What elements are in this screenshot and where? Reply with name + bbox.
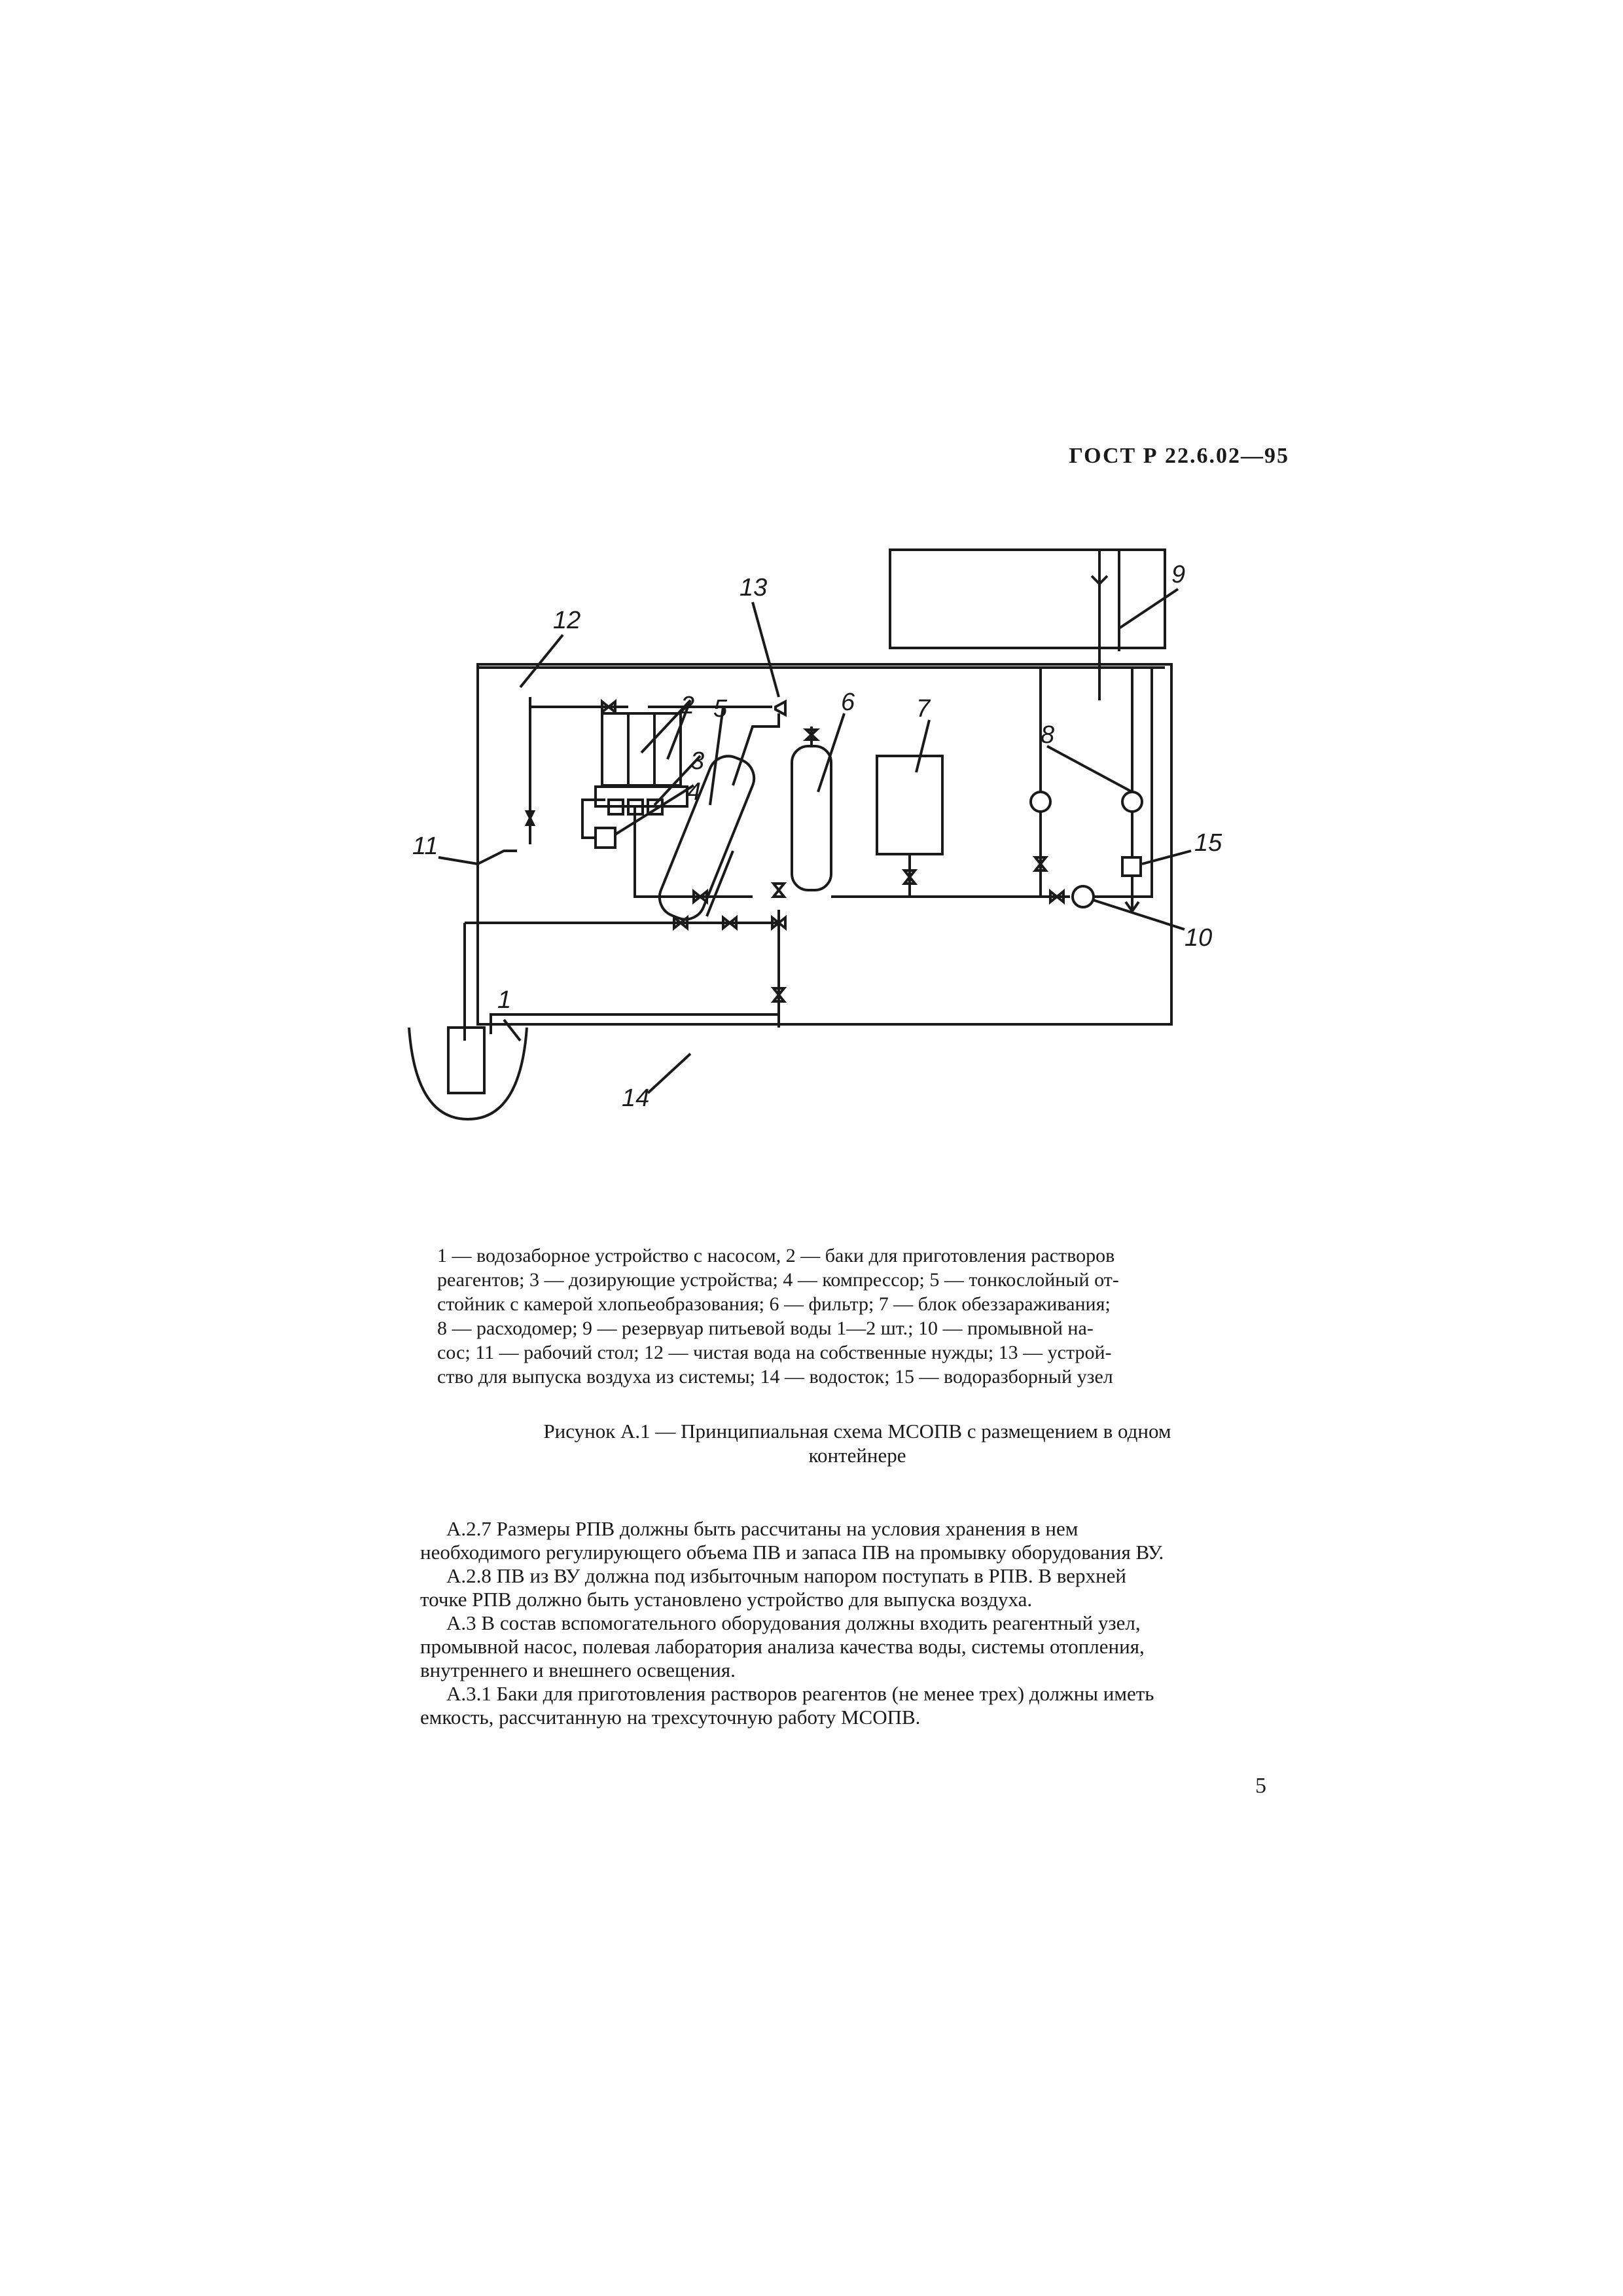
caption-line-1: Рисунок А.1 — Принципиальная схема МСОПВ с размещением в одном (543, 1420, 1171, 1443)
reservoir-9 (890, 550, 1165, 648)
flowmeter-8b (1122, 792, 1142, 812)
paragraph-line: емкость, рассчитанную на трехсуточную работу МСОПВ. (420, 1706, 921, 1729)
callout-14: 14 (622, 1085, 650, 1112)
paragraph-line: внутреннего и внешнего освещения. (420, 1659, 736, 1681)
callout-8: 8 (1041, 721, 1055, 749)
figure-caption (432, 1419, 1283, 1467)
work-table-11 (478, 851, 517, 864)
paragraph-line: А.3.1 Баки для приготовления растворов реагентов (не менее трех) должны иметь (446, 1682, 1154, 1705)
paragraph-line: А.2.7 Размеры РПВ должны быть рассчитаны на условия хранения в нем (446, 1517, 1079, 1540)
paragraph-line: А.3 В состав вспомогательного оборудования должны входить реагентный узел, (446, 1611, 1141, 1634)
legend-line: реагентов; 3 — дозирующие устройства; 4 — компрессор; 5 — тонкослойный от- (437, 1269, 1119, 1291)
callout-12: 12 (553, 607, 581, 634)
callout-6: 6 (841, 689, 855, 716)
paragraph-line: А.2.8 ПВ из ВУ должна под избыточным напором поступать в РПВ. В верхней (446, 1564, 1126, 1587)
legend-line: 8 — расходомер; 9 — резервуар питьевой воды 1—2 шт.; 10 — промывной на- (437, 1318, 1094, 1339)
callout-1: 1 (497, 986, 512, 1014)
callout-15: 15 (1194, 829, 1222, 857)
pump-10 (1073, 886, 1094, 907)
callout-10: 10 (1185, 924, 1213, 952)
callout-13: 13 (740, 574, 768, 601)
legend-line: 1 — водозаборное устройство с насосом, 2 — баки для приготовления растворов (437, 1245, 1115, 1266)
callout-11: 11 (412, 833, 438, 860)
callout-7: 7 (916, 695, 931, 723)
legend-line: сос; 11 — рабочий стол; 12 — чистая вода на собственные нужды; 13 — устрой- (437, 1342, 1112, 1363)
callout-5: 5 (713, 695, 728, 723)
document-header: ГОСТ Р 22.6.02—95 (1069, 444, 1289, 468)
schematic-diagram (366, 530, 1309, 1237)
container-outline (478, 664, 1171, 1024)
callout-3: 3 (690, 747, 705, 775)
callout-4: 4 (687, 778, 702, 806)
flowmeter-8a (1031, 792, 1050, 812)
callout-2: 2 (681, 692, 695, 719)
caption-line-2: контейнере (808, 1444, 906, 1467)
intake-1 (448, 1028, 484, 1093)
legend-line: стойник с камерой хлопьеобразования; 6 — фильтр; 7 — блок обеззараживания; (437, 1293, 1111, 1315)
compressor-4 (596, 828, 615, 848)
paragraph-line: промывной насос, полевая лаборатория анализа качества воды, системы отопления, (420, 1635, 1145, 1658)
page-number: 5 (1255, 1774, 1266, 1798)
callout-9: 9 (1171, 561, 1186, 588)
legend-line: ство для выпуска воздуха из системы; 14 — водосток; 15 — водоразборный узел (437, 1366, 1113, 1388)
body-text (420, 1517, 1283, 1729)
valve-15 (1122, 857, 1141, 876)
figure-legend (437, 1244, 1272, 1389)
air-valve-13 (776, 702, 785, 715)
paragraph-line: необходимого регулирующего объема ПВ и запаса ПВ на промывку оборудования ВУ. (420, 1541, 1164, 1564)
paragraph-line: точке РПВ должно быть установлено устройство для выпуска воздуха. (420, 1588, 1033, 1611)
disinfection-7 (877, 756, 942, 854)
